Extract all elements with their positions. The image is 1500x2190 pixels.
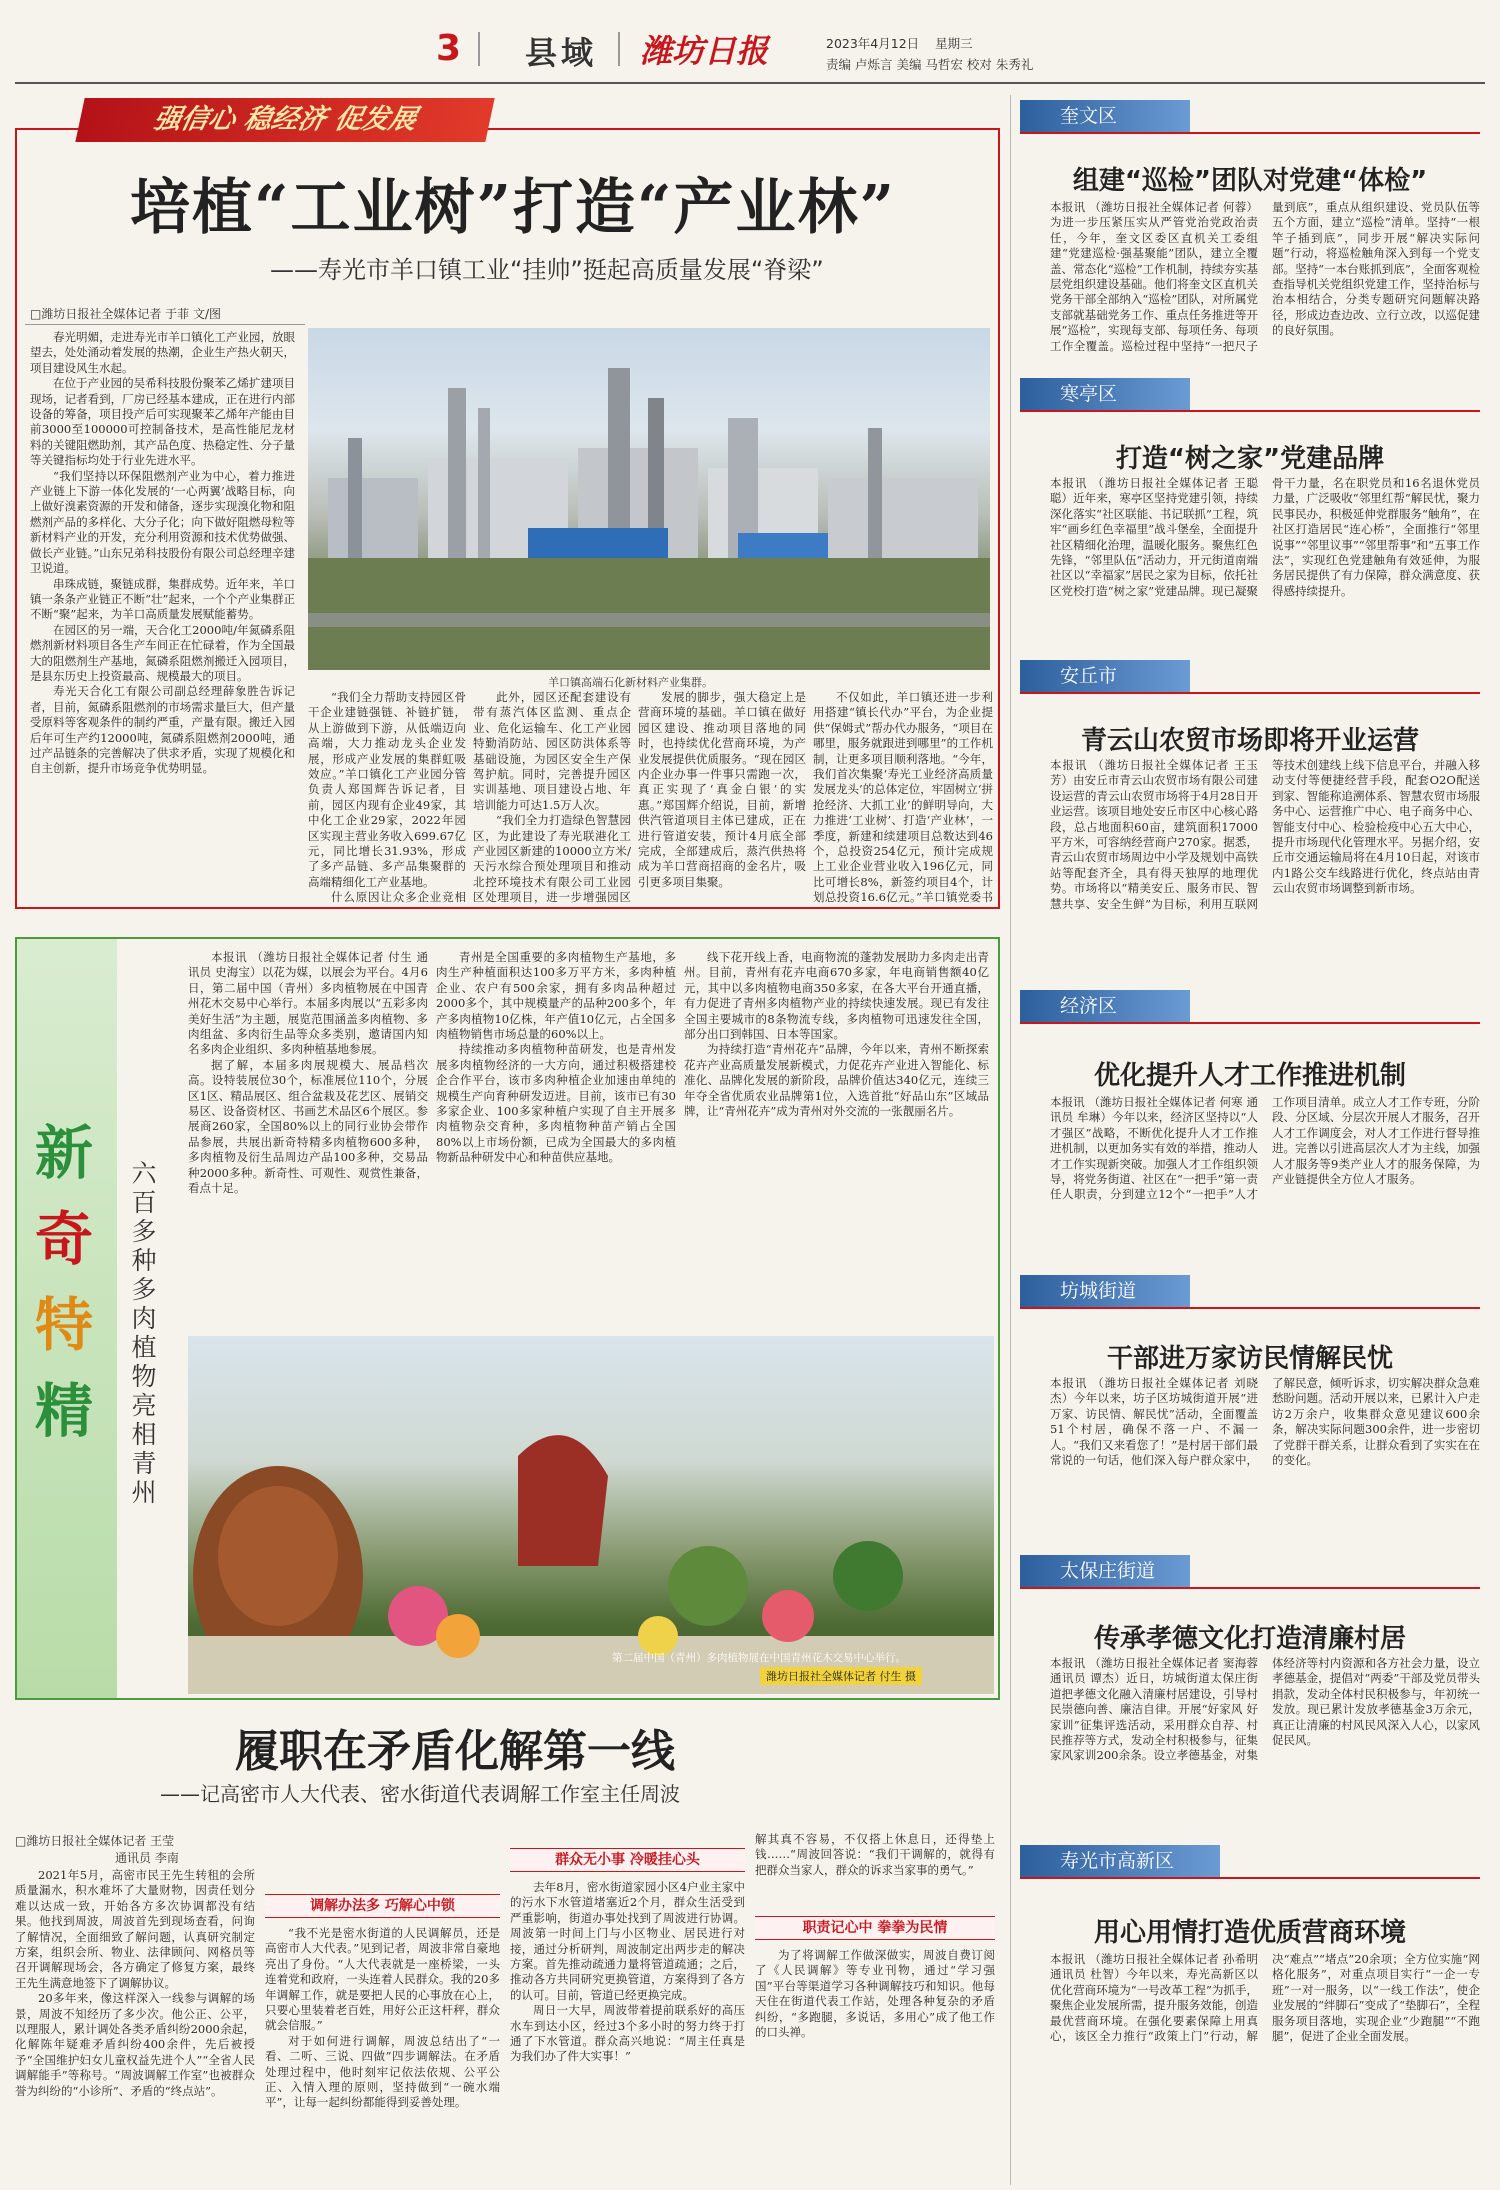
article-1-col-3: 此外，园区还配套建设有带有蒸汽体区监测、重点企业、危化运输车、化工产业园特勤消防站、园区防洪体系等基础设施，为园区安全生产保驾护航。同时，完善提升园区实训基地、项目建设占地、年培训能力可达1.5万人次。 “我们全力打造绿色智慧园区，为此建设了寿光联港化工产业园区新建的10000立方米/天污水综合预处理项目和推动北控环境技术有限公司工业园区处理项目，进一步增强园区: [473, 690, 631, 904]
newspaper-logo: 潍坊日报: [640, 32, 769, 70]
tag-fangcheng: 坊城街道: [1020, 1275, 1190, 1307]
side-char: 精: [35, 1377, 94, 1445]
side-headline: [35, 1110, 105, 1454]
r3-title: 青云山农贸市场即将开业运营: [1080, 726, 1419, 756]
rule: [1020, 1587, 1480, 1589]
article-3-col-2: “我不光是密水街道的人民调解员，还是高密市人大代表。”见到记者，周波非常自豪地亮出了身份。“人大代表就是一座桥梁，一头连着党和政府，一头连着人民群众。我的20多年调解工作，就是要把人民的心事放在心上，只要心里装着老百姓，用好公正这杆秤，群众就会信服。” 对于如何进行调解，周波总结出了“一看、二听、三说、四做”四步调解法。在矛盾处理过程中，他时刻牢记依法依规、公平公正、入情入理的原则，坚持做到“一碗水端平”，让每一起纠纷都能得到妥善处理。: [265, 1926, 500, 2110]
tag-jingji: 经济区: [1020, 990, 1190, 1022]
subhead-1: 调解办法多 巧解心中锁: [265, 1894, 500, 1918]
article-3-col-4: 为了将调解工作做深做实，周波自费订阅了《人民调解》等专业刊物，通过“学习强国”平台等渠道学习各种调解技巧和知识。他每天住在街道代表工作站，处理各种复杂的矛盾纠纷，“多跑腿，多说话，多用心”成了他工作的口头禅。: [755, 1948, 995, 2040]
article-1-byline: □潍坊日报社全媒体记者 于菲 文/图: [30, 307, 222, 321]
article-1-col-5: 不仅如此，羊口镇还进一步利用搭建“镇长代办”平台，为企业提供“保姆式”帮办代办服务，“项目在哪里，服务就跟进到哪里”的工作机制，让更多项目顺利落地。“今年，我们首次集聚‘寿光工业经济高质量发展龙头’的总体定位，牢固树立‘拼抢经济、大抓工业’的鲜明导向，大力推进‘工业树’、打造‘产业林’，一季度，新建和续建项目总数达到46个，总投资254亿元，预计完成规上工业企业营业收入196亿元，同比可增长8%，新签约项目4个，计划总投资16.6亿元。”羊口镇党委书: [813, 690, 993, 904]
tag-hanting: 寒亭区: [1020, 378, 1190, 410]
article-2-title: 六百多种多肉植物亮相青州: [128, 1160, 157, 1508]
tag-kuiwen: 奎文区: [1020, 100, 1190, 132]
article-3-title: 履职在矛盾化解第一线: [235, 1726, 675, 1777]
rule: [1020, 1877, 1480, 1879]
tag-taibaozhuang: 太保庄街道: [1020, 1555, 1190, 1587]
rule: [1020, 132, 1480, 134]
r4-body: 本报讯 （潍坊日报社全媒体记者 何寒 通讯员 牟琳）今年以来，经济区坚持以“人才强区”战略，不断优化提升人才工作推进机制，以更加务实有效的举措，推动人才工作实现新突破。加强人才工作组织领导，将党务街道、社区在“一把手”第一责任人职责，分到建立12个“一把手”人才工作项目清单。成立人才工作专班，分阶段、分区域、分层次开展人才服务，召开人才工作调度会，对人才工作进行督导推进。完善以引进高层次人才为主线，加强人才服务等9类产业人才的服务保障，为产业链提供全方位人才服务。: [1050, 1095, 1480, 1202]
rule: [1020, 692, 1480, 694]
succulent-exhibition-photo: [188, 1336, 994, 1694]
article-3-col-4-top: 解其真不容易，不仅搭上休息日，还得垫上钱……“周波回答说：“我们干调解的，就得有把群众当家人，群众的诉求当家事的勇气。”: [755, 1832, 995, 1877]
r5-body: 本报讯 （潍坊日报社全媒体记者 刘晓杰）今年以来，坊子区坊城街道开展“进万家、访民情、解民忧”活动，全面覆盖51个村居，确保不落一户、不漏一人。“我们又来看您了！”是村居干部们最常说的一句话，他们深入每户群众家中，了解民意，倾听诉求，切实解决群众急难愁盼问题。活动开展以来，已累计入户走访2万余户，收集群众意见建议600余条，解决实际问题300余件，进一步密切了党群干群关系，让群众看到了实实在在的变化。: [1050, 1376, 1480, 1468]
r7-body: 本报讯 （潍坊日报社全媒体记者 孙希明 通讯员 杜智）今年以来，寿光高新区以优化营商环境为“一号改革工程”为抓手，聚焦企业发展所需，提升服务效能，创造最优营商环境。在强化要素保障上用真心，该区全力推行“政策上门”行动，解决“难点”“堵点”20余项；全方位实施“网格化服务”，对重点项目实行“一企一专班”一对一服务，以“一线工作法”，使企业发展的“绊脚石”变成了“垫脚石”，全程服务项目落地，实现企业“少跑腿”“不跑腿”，促进了企业全面发展。: [1050, 1952, 1480, 2044]
side-char: 奇: [35, 1205, 94, 1273]
r5-title: 干部进万家访民情解民忧: [1106, 1344, 1393, 1374]
tag-shouguang-gaoxin: 寿光市高新区: [1020, 1845, 1220, 1877]
rule: [25, 324, 305, 325]
r1-title: 组建“巡检”团队对党建“体检”: [1072, 166, 1428, 196]
article-3-subtitle: ——记高密市人大代表、密水街道代表调解工作室主任周波: [160, 1782, 680, 1806]
article-3-col-3: 去年8月，密水街道家园小区4户业主家中的污水下水管道堵塞近2个月，群众生活受到严重影响，街道办事处找到了周波进行协调。周波第一时间上门与小区物业、居民进行对接，通过分析研判，周波制定出两步走的解决方案。首先推动疏通力量将管道疏通；之后，推动各方共同研究更换管道，方案得到了各方的认可。目前，管道已经更换完成。 周日一大早，周波带着提前联系好的高压水车到达小区，经过3个多小时的努力终于打通了下水管道。群众高兴地说：“周主任真是为我们办了件大实事！”: [510, 1880, 745, 2064]
side-char: 特: [35, 1291, 94, 1359]
rule: [1020, 1022, 1480, 1024]
divider: [618, 32, 620, 66]
r6-title: 传承孝德文化打造清廉村居: [1093, 1624, 1406, 1654]
article-3-byline: □潍坊日报社全媒体记者 王莹 通讯员 李南: [15, 1834, 179, 1865]
article-2-col-3: 线下花开线上香，电商物流的蓬勃发展助力多肉走出青州。目前，青州有花卉电商670多家，年电商销售额40亿元，其中以多肉植物电商350多家，在各大平台开通直播，有力促进了青州多肉植物产业的持续快速发展。现已有发往全国主要城市的8条物流专线，多肉植物可迅速发往全国，部分出口到韩国、日本等国家。 为持续打造“青州花卉”品牌，今年以来，青州不断探索花卉产业高质量发展新模式，力促花卉产业进入智能化、标准化、品牌化发展的新阶段，品牌价值达340亿元，连续三年夺全省优质农业品牌第1位，入选首批“好品山东”区域品牌，让“青州花卉”成为青州对外交流的一张靓丽名片。: [684, 950, 989, 1119]
photo-1-caption: 羊口镇高端石化新材料产业集群。: [548, 676, 713, 689]
side-char: 新: [35, 1119, 94, 1187]
subhead-3: 职责记心中 拳拳为民情: [755, 1916, 995, 1940]
rule: [1020, 1307, 1480, 1309]
r3-body: 本报讯 （潍坊日报社全媒体记者 王玉芳）由安丘市青云山农贸市场有限公司建设运营的青云山农贸市场将于4月28日开业运营。该项目地处安丘市区中心核心路段，总占地面积60亩，建筑面积17000平方米，可容纳经营商户270家。据悉，青云山农贸市场周边中小学及规划中高铁站等配套齐全，具有得天独厚的地理优势。市场将以“精美安丘、服务市民、智慧共享、安全生鲜”为目标，利用互联网等技术创建线上线下信息平台，并融入移动支付等便捷经营手段，配套O2O配送到家、智能称追溯体系、智慧农贸市场服务中心、运营推广中心、电子商务中心、智能支付中心、检验检疫中心五大中心，提升市场现代化管理水平。另据介绍，安丘市交通运输局将在4月10日起，对该市内1路公交车线路进行优化，终点站由青云山农贸市场调整到新市场。: [1050, 758, 1480, 911]
rule: [1020, 410, 1480, 412]
article-3-col-2-top: [265, 1832, 500, 1852]
article-1-title: 培植“工业树”打造“产业林”: [130, 173, 897, 243]
article-2-col-2: 青州是全国重要的多肉植物生产基地，多肉生产种植面积达100多万平方米，多肉种植企业、农户有500余家，拥有多肉品种超过2000多个，其中规模量产的品种200多个，年产多肉植物10亿株，年产值10亿元，占全国多肉植物销售市场总量的60%以上。 持续推动多肉植物种苗研发，也是青州发展多肉植物经济的一大方向，通过积极搭建校企合作平台，该市多肉种植企业加速由单纯的规模生产向育种研发迈进。目前，该市已有30多家企业、100多家种植户实现了自主开展多肉植物杂交育种，多肉植物种苗产销占全国80%以上市场份额，已成为全国最大的多肉植物新品种研发中心和种苗供应基地。: [436, 950, 676, 1165]
column-divider: [1010, 95, 1011, 2185]
r1-body: 本报讯 （潍坊日报社全媒体记者 何蓉）为进一步压紧压实从严管党治党政治责任，今年，奎文区委区直机关工委组建“党建巡检·强基聚能”团队，建立全覆盖、常态化“巡检”工作机制，持续夯实基层党组织建设基础。他们将奎文区直机关党务干部全部纳入“巡检”团队，对所属党支部就基础党务工作、重点任务推进等开展“巡检”，实现每支部、每项任务、每项工作全覆盖。巡检过程中坚持“一把尺子量到底”，重点从组织建设、党员队伍等五个方面，建立“巡检”清单。坚持“一根竿子插到底”，同步开展“解决实际问题”行动，将巡检触角深入到每一个党支部。坚持“一本台账抓到底”，全面客观检查指导机关党组织党建工作，坚持治标与治本相结合，分类专题研究问题解决路径，形成边查边改、立行立改，以巡促建的良好氛围。: [1050, 200, 1480, 353]
subhead-2: 群众无小事 冷暖挂心头: [510, 1848, 745, 1872]
article-2-col-1: 本报讯 （潍坊日报社全媒体记者 付生 通讯员 史海宝）以花为媒，以展会为平台。4月6日，第二届中国（青州）多肉植物展在中国青州花木交易中心举行。本届多肉展以“五彩多肉美好生活”为主题，展览范围涵盖多肉植物、多肉组盆、多肉衍生品等众多类别，邀请国内知名多肉企业组织、多肉种植基地参展。 据了解，本届多肉展规模大、展品档次高。设特装展位30个，标准展位110个，分展区1区、精品展区、组合盆栽及花艺区、展销交易区、设备资材区、书画艺术品区6个展区。参展商260家，全国80%以上的同行业协会带作品参展，共展出新奇特精多肉植物600多种，多肉植物及衍生品周边产品100多种，交易品种2000多种。新奇性、可观性、观赏性兼备，看点十足。: [188, 950, 428, 1196]
page-number: 3: [436, 28, 462, 69]
article-1-col-1: 春光明媚，走进寿光市羊口镇化工产业园，放眼望去，处处涌动着发展的热潮，企业生产热火朝天，项目建设风生水起。 在位于产业园的吴希科技股份聚苯乙烯扩建项目现场，记者看到，厂房已经基本建成，正在进行内部设备的筹备，项目投产后可实现聚苯乙烯年产能由目前3000至100000可控制备技术，是高性能尼龙材料的关键阻燃助剂，其产品色度、热稳定性、分子量等关键指标均处于行业先进水平。 “我们坚持以环保阻燃剂产业为中心，着力推进产业链上下游一体化发展的‘一心两翼’战略目标，向上做好溴素资源的开发和储备，逐步实现溴化物和阻燃剂产品的多样化、大分子化；向下做好阻燃母粒等新材料产业的开发，充分利用资源和技术优势做强、做长产业链。”山东兄弟科技股份有限公司总经理辛建卫说道。 串珠成链，聚链成群，集群成势。近年来，羊口镇一条条产业链正不断“壮”起来，一个个产业集群正不断“聚”起来，为羊口高质量发展赋能蓄势。 在园区的另一端，天合化工2000吨/年氮磷系阻燃剂新材料项目各生产车间正在忙碌着，作为全国最大的阻燃剂生产基地，氮磷系阻燃剂搬迁入园项目，是县东历史上投资最高、规模最大的项目。 寿光天合化工有限公司副总经理薛象胜告诉记者，目前，氮磷系阻燃剂的市场需求量巨大，但产量受原料等客观条件的制约严重，产量有限。搬迁入园后年可生产约12000吨，氮磷系阻燃剂2000吨，通过产品链条的完善解决了供求矛盾，实现了规模化和自主创新，提升市场竞争优势明显。: [30, 330, 295, 776]
section-name: 县域: [525, 34, 598, 72]
article-1-col-4: 发展的脚步，强大稳定上是营商环境的基础。羊口镇在做好园区建设、推动项目落地的同时，也持续优化营商环境，为产业发展提供优质服务。“现在园区内企业办事一件事只需跑一次，真正实现了‘真金白银’的实惠。”郑国辉介绍说，目前，新增供汽管道项目主体已建成，正在进行管道安装，预计4月底全部完成，全部建成后，蒸汽供热将成为羊口营商招商的金名片，吸引更多项目集聚。: [638, 690, 806, 889]
divider: [478, 32, 480, 66]
header-rule: [15, 82, 1485, 84]
article-1-subtitle: ——寿光市羊口镇工业“挂帅”挺起高质量发展“脊梁”: [270, 256, 824, 284]
article-1-col-2: “我们全力帮助支持园区骨干企业建链强链、补链扩链，从上游做到下游，从低端迈向高端，大力推动龙头企业发展，形成产业发展的集群虹吸效应。”羊口镇化工产业园分管负责人郑国辉告诉记者，目前，园区内现有企业49家，其中化工企业29家，2022年园区实现主营业务收入699.67亿元，同比增长31.93%，形成了多产品链、多产品集聚群的高端精细化工产业基地。 什么原因让众多企业竞相: [308, 690, 466, 904]
tag-anqiu: 安丘市: [1020, 660, 1190, 692]
editors-line: 责编 卢烁言 美编 马哲宏 校对 朱秀礼: [826, 57, 1034, 72]
r6-body: 本报讯 （潍坊日报社全媒体记者 窦海蓉 通讯员 谭杰）近日，坊城街道太保庄街道把孝德文化融入清廉村居建设，引导村民崇德向善、廉洁自律。开展“好家风 好家训”征集评选活动，采用群众自荐、村民推荐等方式，发动全村积极参与，征集家风家训200余条。设立孝德基金，对集体经济等村内资源和各方社会力量，设立孝德基金，提倡对“两委”干部及党员带头捐款，发动全体村民积极参与，年初统一发放。现已累计发放孝德基金3万余元，真正让清廉的村风民风深入人心，以家风促民风。: [1050, 1656, 1480, 1763]
topic-banner: 强信心 稳经济 促发展: [75, 98, 494, 142]
photo-2-credit: 潍坊日报社全媒体记者 付生 摄: [760, 1667, 922, 1685]
photo-2-caption: 第二届中国（青州）多肉植物展在中国青州花木交易中心举行。: [612, 1652, 906, 1664]
article-3-col-1: 2021年5月，高密市民王先生转租的会所质量漏水，积水难坏了大量财物，因责任划分难以达成一致，开始各方多次协调都没有结果。他找到周波，周波首先到现场查看，问询了解情况，全面细致了解问题，认真研究制定方案，组织会所、物业、法律顾问、网格员等召开调解现场会，各方确定了修复方案，最终王先生满意地签下了调解协议。 20多年来，像这样深入一线参与调解的场景，周波不知经历了多少次。他公正、公平，以理服人，累计调处各类矛盾纠纷2000余起，化解陈年疑难矛盾纠纷400余件，先后被授予“全国维护妇女儿童权益先进个人”“全省人民调解能手”等称号。“周波调解工作室”也被群众誉为纠纷的“小诊所”、矛盾的“终点站”。: [15, 1868, 255, 2098]
industrial-park-photo: [308, 328, 990, 670]
issue-date: 2023年4月12日 星期三: [826, 36, 973, 51]
r7-title: 用心用情打造优质营商环境: [1093, 1918, 1406, 1948]
r2-body: 本报讯 （潍坊日报社全媒体记者 王聪聪）近年来，寒亭区坚持党建引领，持续深化落实“社区联能、书记联抓”工程，筑牢“画乡红色幸福里”战斗堡垒，全面提升社区精细化治理，温暖化服务。聚焦红色先锋，“邻里队伍”活动力，开元街道南端社区以“幸福家”居民之家为目标，依托社区党校打造“树之家”党建品牌。现已凝聚骨干力量，名在职党员和16名退休党员力量，广泛吸收“邻里红帮”解民忧，聚力民事民办，积极延伸党群服务“触角”，在社区打造居民“连心桥”，全面推行“邻里说事”“邻里议事”“邻里帮事”和“五事工作法”，实现红色党建触角有效延伸，为服务居民提供了有力保障，群众满意度、获得感持续提升。: [1050, 476, 1480, 598]
r4-title: 优化提升人才工作推进机制: [1093, 1061, 1406, 1091]
r2-title: 打造“树之家”党建品牌: [1115, 444, 1385, 474]
